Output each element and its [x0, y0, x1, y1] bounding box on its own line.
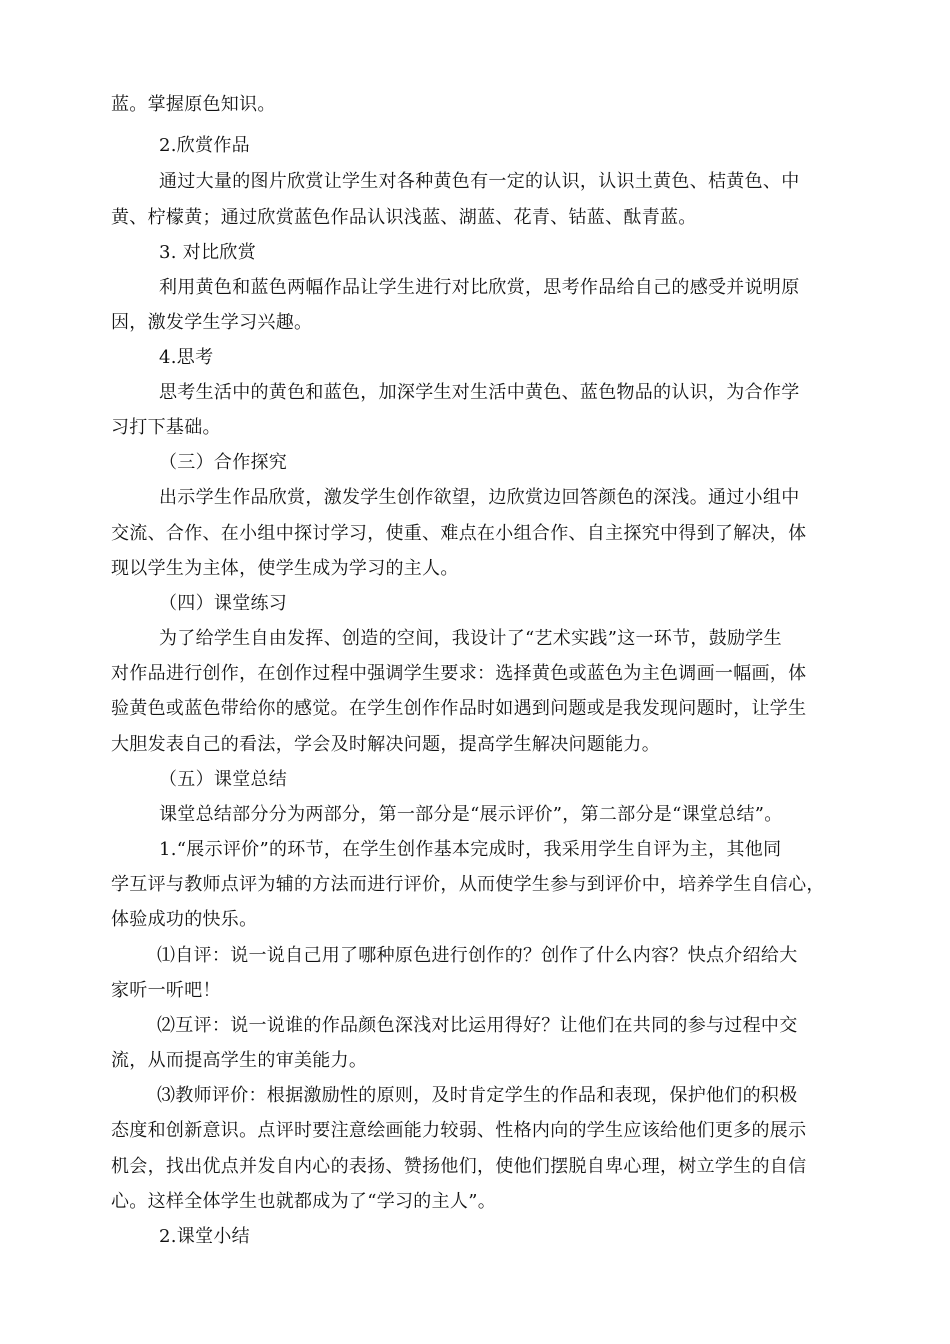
text-line: 验黄色或蓝色带给你的感觉。在学生创作作品时如遇到问题或是我发现问题时，让学生 — [111, 698, 807, 719]
text-line: 对作品进行创作，在创作过程中强调学生要求：选择黄色或蓝色为主色调画一幅画，体 — [111, 663, 807, 684]
text-line: 大胆发表自己的看法，学会及时解决问题，提高学生解决问题能力。 — [111, 734, 660, 755]
text-line: 1.“展示评价”的环节，在学生创作基本完成时，我采用学生自评为主，其他同 — [159, 839, 782, 860]
text-line: 思考生活中的黄色和蓝色，加深学生对生活中黄色、蓝色物品的认识，为合作学 — [159, 382, 800, 403]
section-heading: 3. 对比欣赏 — [159, 242, 256, 263]
text-line: 课堂总结部分分为两部分，第一部分是“展示评价”，第二部分是“课堂总结”。 — [159, 804, 783, 825]
text-line: 利用黄色和蓝色两幅作品让学生进行对比欣赏，思考作品给自己的感受并说明原 — [159, 277, 800, 298]
section-heading: 2.欣赏作品 — [159, 135, 250, 156]
text-line: 机会，找出优点并发自内心的表扬、赞扬他们，使他们摆脱自卑心理，树立学生的自信 — [111, 1156, 807, 1177]
text-line: 学互评与教师点评为辅的方法而进行评价，从而使学生参与到评价中，培养学生自信心， — [111, 874, 825, 895]
text-line: 蓝。掌握原色知识。 — [111, 94, 276, 115]
text-line: 习打下基础。 — [111, 417, 221, 438]
text-line: 现以学生为主体，使学生成为学习的主人。 — [111, 558, 459, 579]
section-heading: （四）课堂练习 — [159, 593, 288, 614]
text-line: 通过大量的图片欣赏让学生对各种黄色有一定的认识，认识土黄色、桔黄色、中 — [159, 171, 800, 192]
text-line: 流，从而提高学生的审美能力。 — [111, 1050, 368, 1071]
text-line: 体验成功的快乐。 — [111, 909, 258, 930]
text-line: 黄、柠檬黄；通过欣赏蓝色作品认识浅蓝、湖蓝、花青、钴蓝、酞青蓝。 — [111, 207, 697, 228]
section-heading: （三）合作探究 — [159, 452, 288, 473]
text-line: 态度和创新意识。点评时要注意绘画能力较弱、性格内向的学生应该给他们更多的展示 — [111, 1120, 807, 1141]
section-heading: 2.课堂小结 — [159, 1226, 250, 1247]
text-line: 出示学生作品欣赏，激发学生创作欲望，边欣赏边回答颜色的深浅。通过小组中 — [159, 487, 800, 508]
text-line: 家听一听吧！ — [111, 980, 221, 1001]
section-heading: （五）课堂总结 — [159, 769, 288, 790]
text-line: ⑴自评：说一说自己用了哪种原色进行创作的？创作了什么内容？快点介绍给大 — [157, 945, 798, 966]
text-line: 交流、合作、在小组中探讨学习，使重、难点在小组合作、自主探究中得到了解决，体 — [111, 523, 807, 544]
text-line: ⑶教师评价：根据激励性的原则，及时肯定学生的作品和表现，保护他们的积极 — [157, 1085, 798, 1106]
text-line: ⑵互评：说一说谁的作品颜色深浅对比运用得好？让他们在共同的参与过程中交 — [157, 1015, 798, 1036]
section-heading: 4.思考 — [159, 347, 214, 368]
text-line: 因，激发学生学习兴趣。 — [111, 312, 313, 333]
text-line: 为了给学生自由发挥、创造的空间，我设计了“艺术实践”这一环节，鼓励学生 — [159, 628, 782, 649]
text-line: 心。这样全体学生也就都成为了“学习的主人”。 — [111, 1191, 497, 1212]
